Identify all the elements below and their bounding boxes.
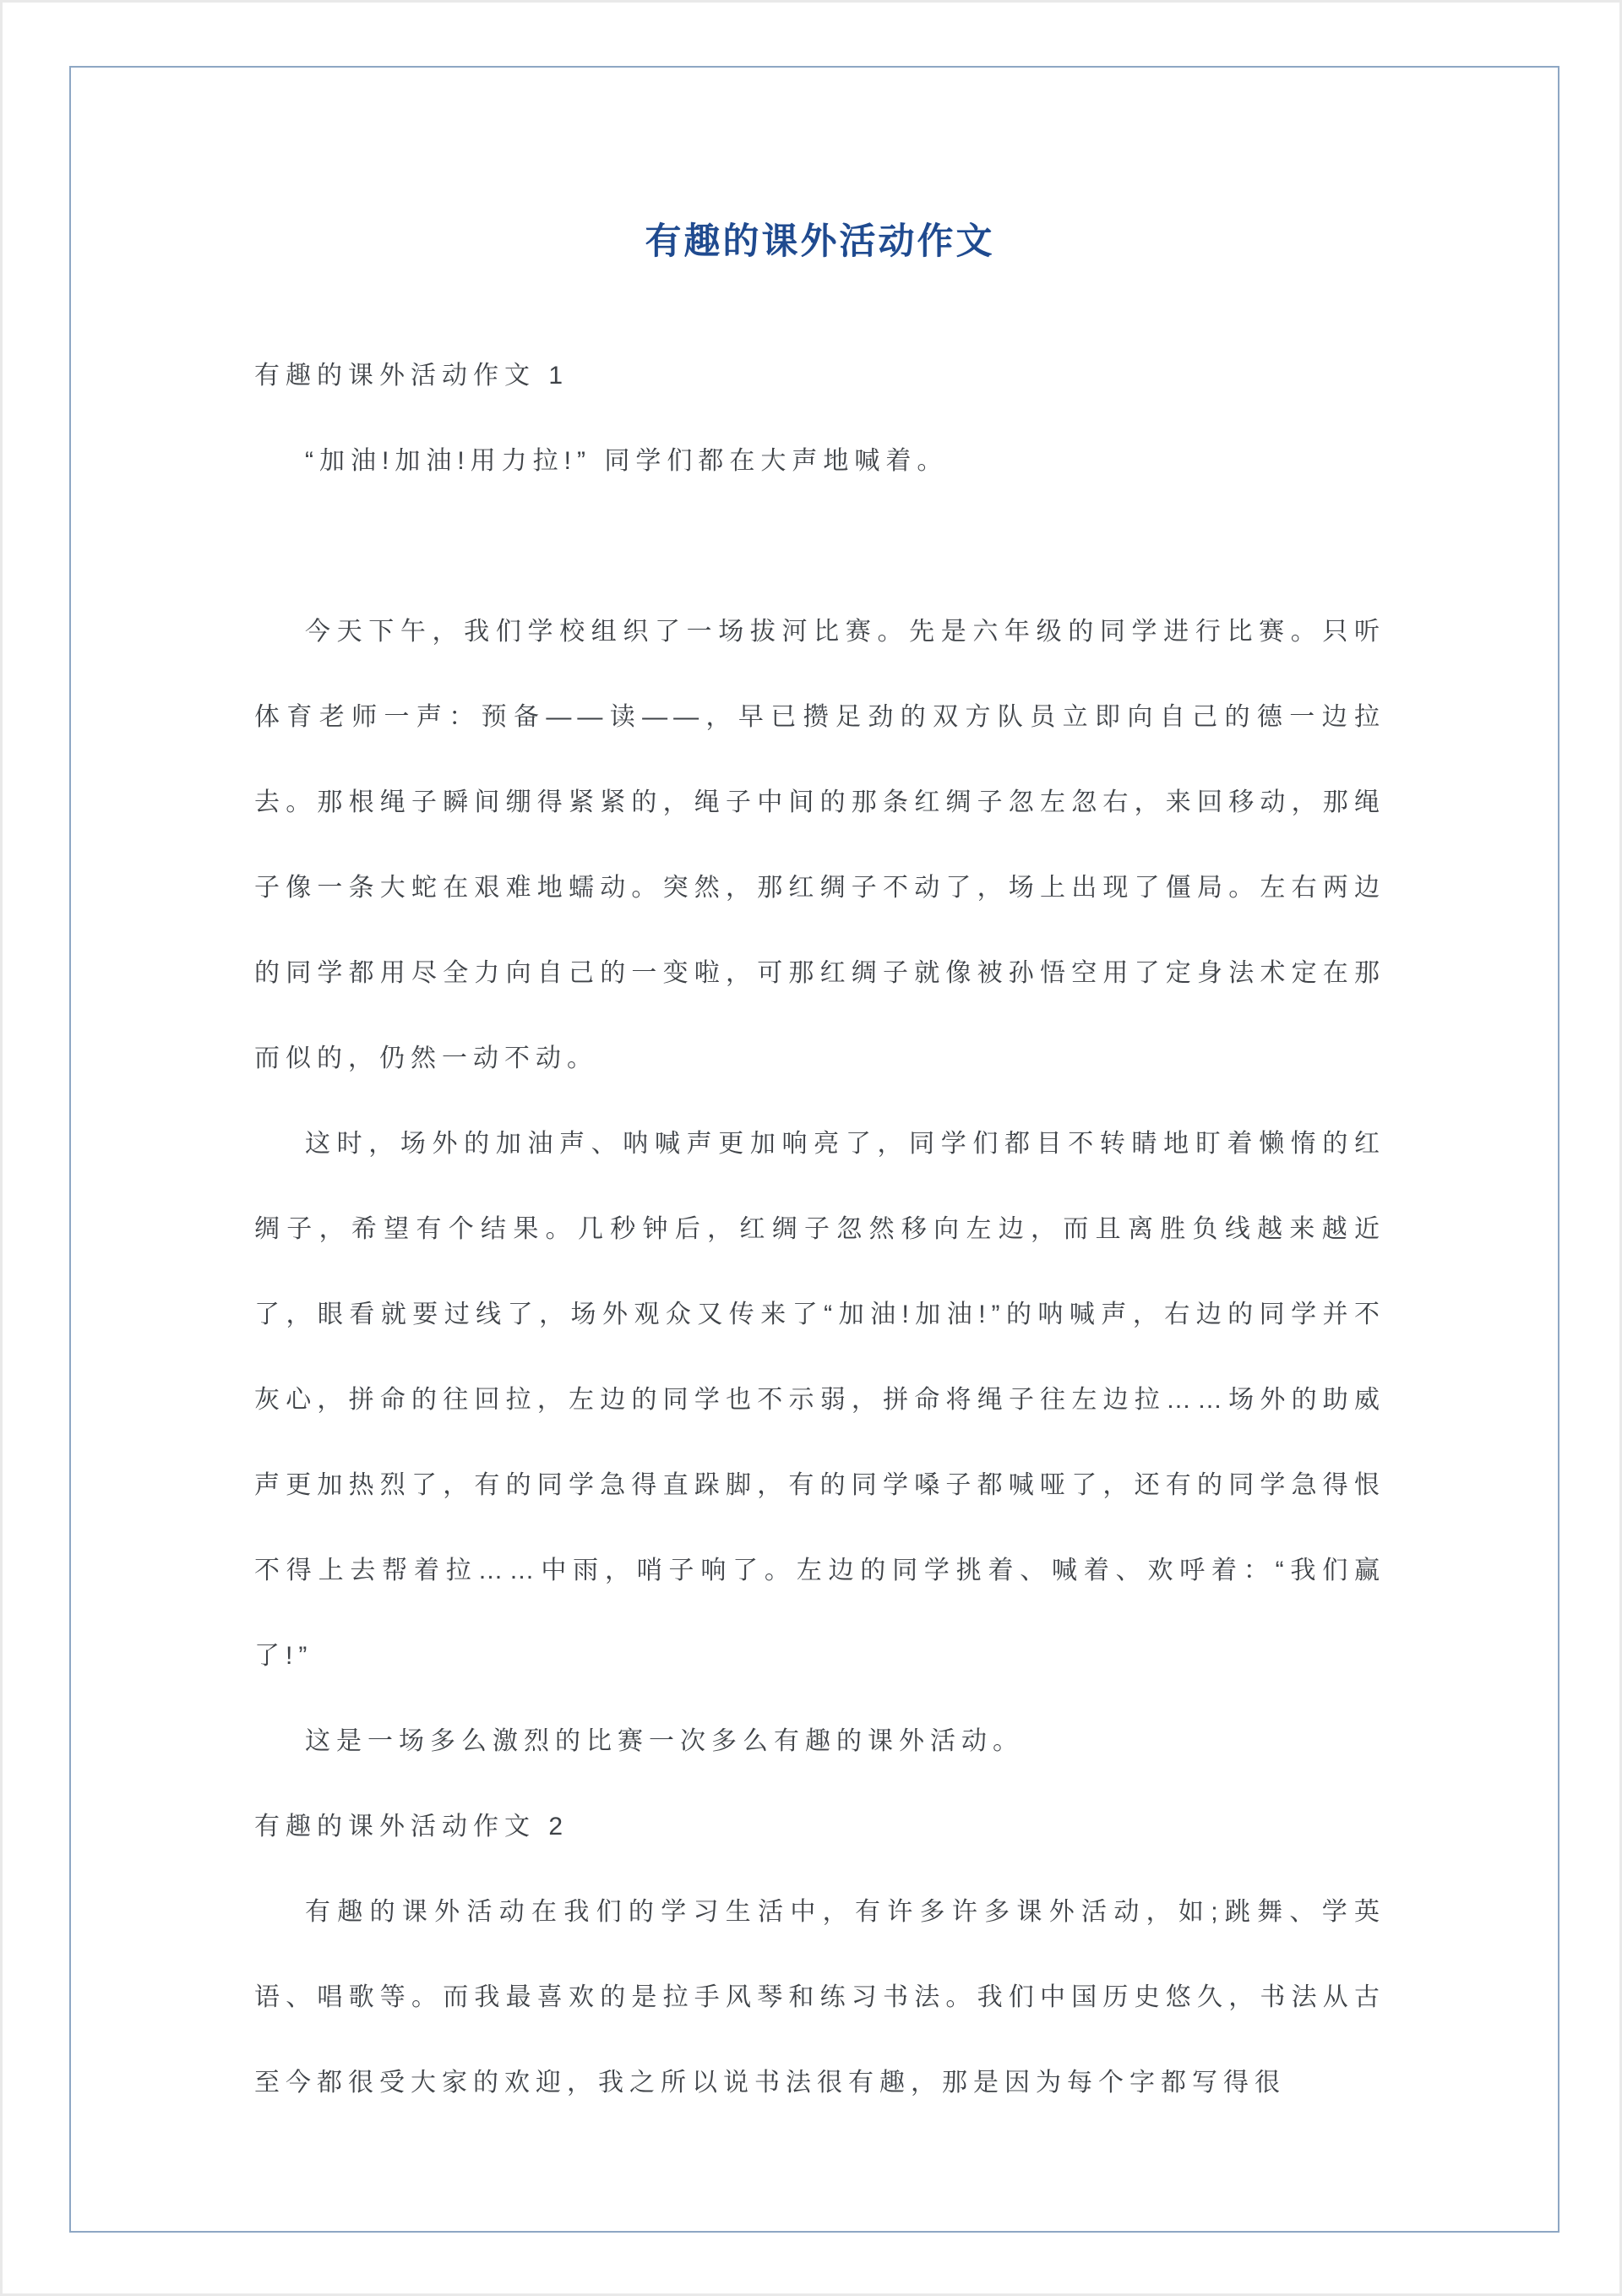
essay-section-1-paragraph-2: 这时，场外的加油声、呐喊声更加响亮了，同学们都目不转睛地盯着懒惰的红绸子，希望有个结果。几秒钟后，红绸子忽然移向左边，而且离胜负线越来越近了，眼看就要过线了，场外观众又传来了“加油!加油!”的呐喊声，右边的同学并不灰心，拼命的往回拉，左边的同学也不示弱，拼命将绳子往左边拉……场外的助威声更加热烈了，有的同学急得直跺脚，有的同学嗓子都喊哑了，还有的同学急得恨不得上去帮着拉……中雨，哨子响了。左边的同学挑着、喊着、欢呼着：“我们赢了!” (254, 1130, 1385, 1670)
page-title: 有趣的课外活动作文 (645, 221, 995, 262)
essay-section-1-paragraph-1: 今天下午，我们学校组织了一场拔河比赛。先是六年级的同学进行比赛。只听体育老师一声：预备——读——，早已攒足劲的双方队员立即向自己的德一边拉去。那根绳子瞬间绷得紧紧的，绳子中间的那条红绸子忽左忽右，来回移动，那绳子像一条大蛇在艰难地蠕动。突然，那红绸子不动了，场上出现了僵局。左右两边的同学都用尽全力向自己的一变啦，可那红绸子就像被孙悟空用了定身法术定在那而似的，仍然一动不动。 (254, 618, 1385, 1072)
essay-section-1-heading: 有趣的课外活动作文 1 (254, 362, 569, 390)
essay-section-2-heading: 有趣的课外活动作文 2 (254, 1813, 569, 1841)
document-content (254, 3, 1385, 2125)
essay-section-2-paragraph-1: 有趣的课外活动在我们的学习生活中，有许多许多课外活动，如;跳舞、学英语、唱歌等。而我最喜欢的是拉手风琴和练习书法。我们中国历史悠久，书法从古至今都很受大家的欢迎，我之所以说书法很有趣，那是因为每个字都写得很 (254, 1898, 1385, 2097)
blank-line (254, 504, 1385, 589)
essay-quote-line: “加油!加油!用力拉!” 同学们都在大声地喊着。 (305, 447, 949, 475)
essay-section-1-paragraph-3: 这是一场多么激烈的比赛一次多么有趣的课外活动。 (305, 1727, 1024, 1755)
